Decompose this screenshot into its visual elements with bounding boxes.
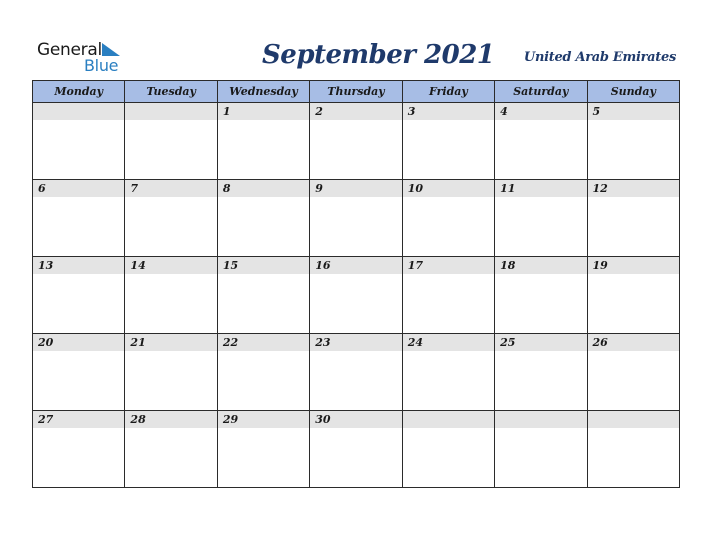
- day-number: [588, 411, 679, 428]
- calendar-grid: [32, 80, 680, 488]
- day-number: [33, 103, 124, 120]
- day-number: 22: [218, 334, 309, 351]
- day-cell: [125, 180, 217, 257]
- day-cell: [310, 334, 402, 411]
- weekday-header: Saturday: [495, 81, 587, 103]
- day-number: 11: [495, 180, 586, 197]
- weekday-header: Tuesday: [125, 81, 217, 103]
- day-cell: [402, 103, 494, 180]
- day-cell: [495, 180, 587, 257]
- day-cell: [33, 257, 125, 334]
- day-number: 28: [125, 411, 216, 428]
- day-cell: [310, 180, 402, 257]
- day-cell: [33, 103, 125, 180]
- day-number: 8: [218, 180, 309, 197]
- day-cell: [33, 334, 125, 411]
- day-cell: [495, 334, 587, 411]
- day-cell: [125, 103, 217, 180]
- day-number: 14: [125, 257, 216, 274]
- weekday-header: Sunday: [587, 81, 679, 103]
- day-cell: [33, 180, 125, 257]
- day-number: [403, 411, 494, 428]
- week-row: [33, 103, 680, 180]
- day-cell: [587, 180, 679, 257]
- week-row: [33, 257, 680, 334]
- day-number: [125, 103, 216, 120]
- day-number: 3: [403, 103, 494, 120]
- day-cell: [587, 103, 679, 180]
- day-cell: [402, 411, 494, 488]
- day-number: 29: [218, 411, 309, 428]
- day-number: 4: [495, 103, 586, 120]
- week-row: [33, 334, 680, 411]
- day-number: 19: [588, 257, 679, 274]
- day-number: 12: [588, 180, 679, 197]
- day-number: 5: [588, 103, 679, 120]
- day-cell: [217, 103, 309, 180]
- logo-text-general: General: [37, 40, 102, 60]
- day-number: [495, 411, 586, 428]
- page-title: September 2021: [262, 40, 495, 70]
- day-number: 1: [218, 103, 309, 120]
- weekday-header-row: [33, 81, 680, 103]
- day-number: 18: [495, 257, 586, 274]
- day-number: 2: [310, 103, 401, 120]
- logo-triangle-icon: [100, 43, 120, 57]
- day-cell: [33, 411, 125, 488]
- day-cell: [495, 103, 587, 180]
- day-cell: [217, 180, 309, 257]
- day-cell: [587, 257, 679, 334]
- logo-text-blue: Blue: [84, 56, 119, 75]
- day-cell: [217, 257, 309, 334]
- day-cell: [310, 257, 402, 334]
- country-label: United Arab Emirates: [523, 50, 676, 65]
- day-number: 26: [588, 334, 679, 351]
- day-cell: [587, 334, 679, 411]
- day-cell: [217, 411, 309, 488]
- day-number: 9: [310, 180, 401, 197]
- weekday-header: Friday: [402, 81, 494, 103]
- weekday-header: Wednesday: [217, 81, 309, 103]
- day-number: 6: [33, 180, 124, 197]
- day-cell: [402, 257, 494, 334]
- day-number: 17: [403, 257, 494, 274]
- day-cell: [587, 411, 679, 488]
- day-cell: [495, 411, 587, 488]
- day-number: 7: [125, 180, 216, 197]
- day-number: 25: [495, 334, 586, 351]
- logo: [37, 40, 137, 74]
- day-cell: [217, 334, 309, 411]
- day-cell: [402, 180, 494, 257]
- day-number: 16: [310, 257, 401, 274]
- week-row: [33, 180, 680, 257]
- day-number: 15: [218, 257, 309, 274]
- day-cell: [125, 334, 217, 411]
- day-number: 20: [33, 334, 124, 351]
- day-number: 13: [33, 257, 124, 274]
- day-number: 24: [403, 334, 494, 351]
- day-cell: [402, 334, 494, 411]
- day-cell: [310, 411, 402, 488]
- day-number: 30: [310, 411, 401, 428]
- day-cell: [125, 411, 217, 488]
- day-cell: [495, 257, 587, 334]
- weekday-header: Monday: [33, 81, 125, 103]
- day-cell: [125, 257, 217, 334]
- day-number: 10: [403, 180, 494, 197]
- weekday-header: Thursday: [310, 81, 402, 103]
- day-number: 27: [33, 411, 124, 428]
- day-number: 21: [125, 334, 216, 351]
- day-cell: [310, 103, 402, 180]
- week-row: [33, 411, 680, 488]
- day-number: 23: [310, 334, 401, 351]
